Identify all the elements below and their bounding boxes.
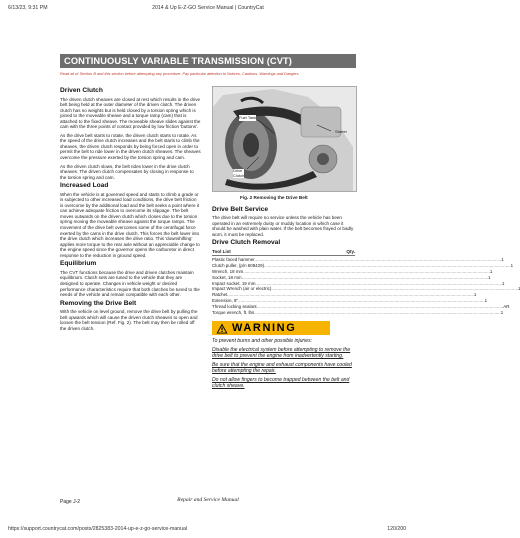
tool-name: Thread locking sealant	[212, 303, 257, 309]
page-url: https://support.countrycat.com/posts/2825383-2014-up-e-z-go-service-manual	[8, 526, 188, 532]
tool-list-label: Tool List	[212, 248, 231, 254]
figure-caption: Fig. 2 Removing the Drive Belt	[240, 195, 308, 200]
removing-belt-paragraph: With the vehicle on level ground, remove the drive belt by pulling the belt upwards which will cause the driven clutch sheaves to open and loosen the belt tension (Ref. Fig. 2). The belt may then be rolled off the driven clutch.	[60, 309, 198, 331]
driven-clutch-heading: Driven Clutch	[60, 87, 103, 94]
tool-qty: 1	[488, 274, 491, 280]
callout-starter: Starter	[335, 129, 348, 134]
tool-list-header	[212, 249, 355, 257]
equilibrium-paragraph: The CVT functions because the drive and driven clutches maintain equilibrium. Clutch sets are tuned to the vehicle that they are designed to operate. Changes in vehicle weight or desired performance characteristics require that both clutches be tuned to the needs of the vehicle and remain compatible with each other.	[60, 269, 200, 298]
warning-triangle-icon	[216, 323, 228, 334]
dot-leader: ........................................................................................................................................................................................................	[243, 268, 490, 274]
warning-text-2: Disable the electrical system before attempting to remove the drive belt to prevent the engine from inadvertently starting.	[212, 347, 351, 360]
tool-name: Clutch puller, (p/n 608429)	[212, 263, 265, 269]
manual-name: Repair and Service Manual	[177, 497, 239, 503]
qty-label: Qty.	[346, 248, 355, 254]
dot-leader: ........................................................................................................................................................................................................	[264, 263, 511, 269]
right-column	[212, 86, 520, 392]
drive-clutch-removal-heading: Drive Clutch Removal	[212, 239, 281, 247]
tool-qty: 1	[510, 263, 514, 269]
tool-qty: 1	[501, 257, 504, 263]
tool-name: Impact Wrench (air or electric)	[212, 286, 272, 292]
dot-leader: ........................................................................................................................................................................................................	[271, 286, 518, 292]
increased-load-paragraph: When the vehicle is at governed speed and starts to climb a grade or is subjected to other increased load conditions, the drive belt friction is overcome by the additional load and the belt seeks a point where it can achieve adequate friction to overcome its slippage. The belt moves outwards on the driven clutch which closes due to the torsion spring moving the moveable sheave against the torque ramps. The movement of the drive belt overcomes some of the centrifugal force exerted by the cams in the drive clutch. This forces the belt lower into the drive clutch which increases the drive ratio. This 'downshifting' applies more torque to the rear axle without an appreciable change to the engine speed since the governor opens the carburetor in direct response to the reduction in ground speed.	[60, 191, 200, 258]
figure-drive-belt-photo	[212, 86, 357, 192]
tool-name: Torque wrench, ft. lbs	[212, 309, 255, 315]
tool-name: Impact socket, 19 mm	[212, 280, 256, 286]
driven-clutch-paragraph-3: As the driven clutch slows, the belt rides lower in the drive clutch sheaves. The driven clutch compensates by closing in response to the torsion spring and cam.	[60, 163, 194, 180]
dot-leader: ........................................................................................................................................................................................................	[254, 257, 502, 263]
dot-leader: ........................................................................................................................................................................................................	[255, 280, 502, 286]
dot-leader: ........................................................................................................................................................................................................	[256, 303, 504, 309]
page-number: Page J-2	[60, 499, 81, 505]
equilibrium-heading: Equilibrium	[60, 260, 97, 268]
browser-header	[0, 0, 416, 14]
tool-qty: 1	[501, 280, 505, 286]
section-title: CONTINUOUSLY VARIABLE TRANSMISSION (CVT)	[60, 54, 356, 68]
removing-belt-heading: Removing the Drive Belt	[60, 299, 137, 307]
left-column	[60, 86, 201, 334]
warning-text-1: To prevent burns and other possible injuries:	[212, 338, 313, 345]
tool-list	[212, 257, 520, 315]
tool-name: Extension, 8"	[212, 297, 238, 303]
tool-name: Plastic faced hammer	[212, 257, 255, 263]
print-page-count: 120/200	[387, 526, 406, 532]
warning-text-4: Do not allow fingers to become trapped between the belt and clutch sheave.	[212, 377, 350, 390]
dot-leader: ........................................................................................................................................................................................................	[241, 274, 489, 280]
dot-leader: ........................................................................................................................................................................................................	[227, 292, 474, 298]
browser-tab-title: 2014 & Up E-Z-GO Service Manual | CountryCat	[152, 5, 264, 11]
warning-label: WARNING	[232, 321, 297, 334]
tool-qty: 1	[489, 268, 493, 274]
tool-qty: 1	[517, 286, 520, 292]
tool-list-item	[212, 309, 504, 316]
warning-banner	[212, 321, 330, 335]
tool-name: Wrench, 18 mm	[212, 268, 244, 274]
dot-leader: ........................................................................................................................................................................................................	[254, 309, 501, 315]
drive-belt-service-heading: Drive Belt Service	[212, 205, 269, 213]
tool-qty: 1	[484, 297, 488, 303]
increased-load-heading: Increased Load	[60, 182, 109, 190]
driven-clutch-paragraph-1: The driven clutch sheaves are closed at rest which results in the drive belt being held at the outer diameter of the driven clutch. The driven clutch has no weights but is held closed by a torsion spring which is joined to the moveable sheave and a torque ramp (cam) that is attached to the fixed sheave. The moveable sheave slides against the cam with the three points of contact provided by low friction 'buttons'.	[60, 96, 201, 130]
tool-name: Socket, 18 mm	[212, 274, 242, 280]
tool-qty: 1	[473, 292, 477, 298]
drive-belt-service-paragraph: The drive belt will require no service unless the vehicle has been operated in an extremely dusty or muddy location in which case it should be washed with plain water. If the belt becomes frayed or badly worn, it must be replaced.	[212, 215, 354, 237]
callout-drive-clutch: Drive Clutch	[233, 168, 245, 178]
warning-text-3: Be sure that the engine and exhaust components have cooled before attempting the repair.	[212, 362, 352, 375]
driven-clutch-paragraph-2: As the drive belt starts to rotate, the driven clutch starts to rotate. As the speed of the drive clutch increases and the belt starts to climb the sheaves, the driven clutch responds by being forced open in order to permit the belt to ride lower in the driven clutch sheaves. The sheaves overcome the pressure exerted by the torsion spring and cam.	[60, 132, 201, 161]
print-timestamp: 6/13/23, 9:31 PM	[8, 5, 48, 11]
tool-name: Ratchet	[212, 292, 228, 298]
browser-footer	[0, 524, 416, 538]
dot-leader: ........................................................................................................................................................................................................	[238, 297, 485, 303]
callout-fuel-tank: Fuel Tank	[239, 115, 257, 120]
section-notice: Read all of Section B and this section before attempting any procedure. Pay particular attention to Notices, Cautions, Warnings and Dangers	[60, 72, 299, 76]
tool-qty: 1	[500, 309, 504, 315]
tool-qty: AR	[503, 303, 510, 309]
